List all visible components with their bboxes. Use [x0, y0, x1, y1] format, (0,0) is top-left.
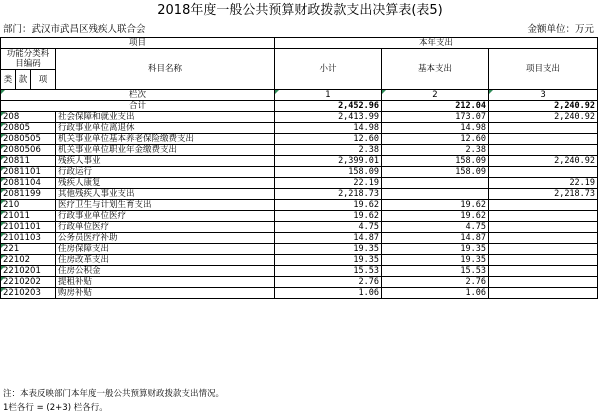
total-project: 2,240.92: [489, 101, 598, 112]
header-item: 项目: [1, 38, 275, 49]
row-code: 2081104: [1, 178, 56, 189]
row-basic: 14.98: [382, 123, 489, 134]
row-subject-name: 行政事业单位医疗: [56, 211, 275, 222]
table-row: [1, 211, 598, 222]
row-subtotal: 158.09: [275, 167, 382, 178]
row-subtotal: 2,413.99: [275, 112, 382, 123]
row-subject-name: 购房补贴: [56, 288, 275, 299]
header-row-1: [1, 38, 598, 49]
row-code: 2210203: [1, 288, 56, 299]
row-subtotal: 19.62: [275, 200, 382, 211]
table-row: [1, 167, 598, 178]
row-subtotal: 12.60: [275, 134, 382, 145]
row-code: 2210201: [1, 266, 56, 277]
row-basic: 173.07: [382, 112, 489, 123]
row-code: 2080506: [1, 145, 56, 156]
table-row: [1, 145, 598, 156]
table-row: [1, 277, 598, 288]
total-subtotal: 2,452.96: [275, 101, 382, 112]
header-subtotal: 小计: [275, 49, 382, 90]
row-code: 2081199: [1, 189, 56, 200]
row-code: 2210202: [1, 277, 56, 288]
row-code: 22102: [1, 255, 56, 266]
row-basic: [382, 189, 489, 200]
row-basic: 4.75: [382, 222, 489, 233]
row-subject-name: 住房公积金: [56, 266, 275, 277]
report-title: 2018年度一般公共预算财政拨款支出决算表(表5): [157, 3, 443, 18]
row-basic: [382, 178, 489, 189]
table-row: [1, 222, 598, 233]
row-subject-name: 残疾人事业: [56, 156, 275, 167]
row-project: [489, 167, 598, 178]
row-subtotal: 14.98: [275, 123, 382, 134]
row-project: [489, 134, 598, 145]
row-code: 2101103: [1, 233, 56, 244]
row-subject-name: 行政事业单位离退休: [56, 123, 275, 134]
row-project: [489, 244, 598, 255]
row-code: 210: [1, 200, 56, 211]
col-index-row: [1, 90, 598, 101]
row-subtotal: 14.87: [275, 233, 382, 244]
row-project: [489, 145, 598, 156]
table-row: [1, 189, 598, 200]
row-project: [489, 255, 598, 266]
row-code: 21011: [1, 211, 56, 222]
row-subtotal: 2,218.73: [275, 189, 382, 200]
row-project: [489, 123, 598, 134]
header-xiang: 项: [31, 70, 56, 90]
header-func-code: 功能分类科目编码: [1, 49, 56, 70]
col-index-3: 3: [489, 90, 598, 101]
row-subject-name: 提租补贴: [56, 277, 275, 288]
table-row: [1, 134, 598, 145]
row-project: [489, 233, 598, 244]
row-project: [489, 211, 598, 222]
row-subject-name: 残疾人康复: [56, 178, 275, 189]
row-subject-name: 公务员医疗补助: [56, 233, 275, 244]
row-basic: 1.06: [382, 288, 489, 299]
row-subtotal: 2.76: [275, 277, 382, 288]
row-basic: 19.35: [382, 244, 489, 255]
row-basic: 14.87: [382, 233, 489, 244]
row-project: 22.19: [489, 178, 598, 189]
department-label: 部门：武汉市武昌区残疾人联合会: [3, 24, 146, 35]
header-current-year: 本年支出: [275, 38, 598, 49]
table-row: [1, 288, 598, 299]
row-subject-name: 医疗卫生与计划生育支出: [56, 200, 275, 211]
row-subject-name: 机关事业单位基本养老保险缴费支出: [56, 134, 275, 145]
row-basic: 19.62: [382, 200, 489, 211]
row-subtotal: 19.35: [275, 255, 382, 266]
row-basic: 158.09: [382, 156, 489, 167]
table-row: [1, 244, 598, 255]
row-subject-name: 行政单位医疗: [56, 222, 275, 233]
row-basic: 19.35: [382, 255, 489, 266]
row-project: 2,240.92: [489, 112, 598, 123]
row-basic: 2.76: [382, 277, 489, 288]
row-project: [489, 266, 598, 277]
header-row-2: [1, 49, 598, 70]
col-index-2: 2: [382, 90, 489, 101]
header-lei: 类: [1, 70, 16, 90]
table-row: [1, 178, 598, 189]
unit-label: 金额单位：万元: [527, 24, 594, 35]
row-subtotal: 2,399.01: [275, 156, 382, 167]
table-row: [1, 233, 598, 244]
row-code: 221: [1, 244, 56, 255]
note-1: 注：本表反映部门本年度一般公共预算财政拨款支出情况。: [3, 389, 225, 399]
row-subject-name: 行政运行: [56, 167, 275, 178]
row-project: [489, 222, 598, 233]
row-subtotal: 22.19: [275, 178, 382, 189]
table-row: [1, 266, 598, 277]
total-label: 合计: [1, 101, 275, 112]
row-code: 20811: [1, 156, 56, 167]
row-subtotal: 1.06: [275, 288, 382, 299]
row-subject-name: 社会保障和就业支出: [56, 112, 275, 123]
header-kuan: 款: [16, 70, 31, 90]
header-basic: 基本支出: [382, 49, 489, 90]
row-code: 2101101: [1, 222, 56, 233]
row-project: 2,218.73: [489, 189, 598, 200]
row-basic: 15.53: [382, 266, 489, 277]
row-code: 20805: [1, 123, 56, 134]
total-row: [1, 101, 598, 112]
row-basic: 12.60: [382, 134, 489, 145]
row-code: 208: [1, 112, 56, 123]
table-row: [1, 200, 598, 211]
row-subject-name: 住房改革支出: [56, 255, 275, 266]
col-index-label: 栏次: [1, 90, 275, 101]
row-subject-name: 其他残疾人事业支出: [56, 189, 275, 200]
table-row: [1, 123, 598, 134]
row-subtotal: 19.35: [275, 244, 382, 255]
table-row: [1, 156, 598, 167]
row-subtotal: 2.38: [275, 145, 382, 156]
row-basic: 158.09: [382, 167, 489, 178]
row-project: [489, 288, 598, 299]
col-index-1: 1: [275, 90, 382, 101]
row-subtotal: 4.75: [275, 222, 382, 233]
row-project: 2,240.92: [489, 156, 598, 167]
row-basic: 2.38: [382, 145, 489, 156]
expenditure-table: [0, 37, 598, 299]
row-code: 2080505: [1, 134, 56, 145]
row-subtotal: 19.62: [275, 211, 382, 222]
table-row: [1, 112, 598, 123]
header-project: 项目支出: [489, 49, 598, 90]
row-subtotal: 15.53: [275, 266, 382, 277]
row-basic: 19.62: [382, 211, 489, 222]
row-subject-name: 机关事业单位职业年金缴费支出: [56, 145, 275, 156]
row-subject-name: 住房保障支出: [56, 244, 275, 255]
row-project: [489, 200, 598, 211]
total-basic: 212.04: [382, 101, 489, 112]
table-row: [1, 255, 598, 266]
note-2: 1栏各行 = (2+3) 栏各行。: [3, 403, 108, 413]
row-project: [489, 277, 598, 288]
row-code: 2081101: [1, 167, 56, 178]
header-subject-name: 科目名称: [56, 49, 275, 90]
